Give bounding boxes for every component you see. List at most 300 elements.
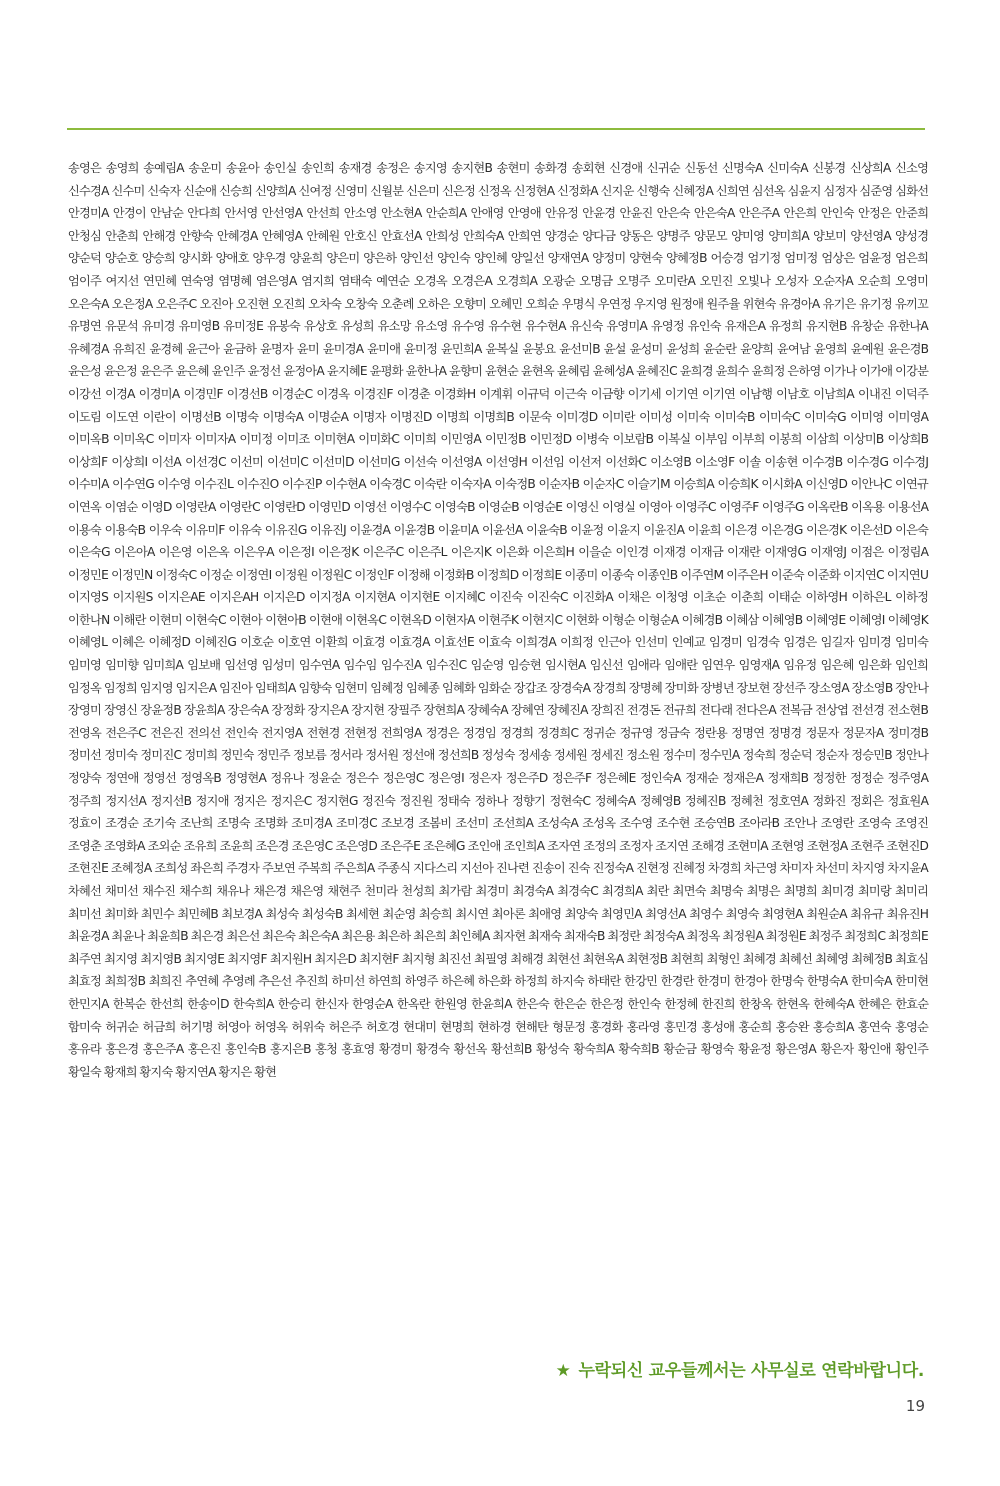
name-entry: 한강민	[624, 974, 658, 989]
name-entry: 양문모	[693, 228, 727, 243]
name-entry: 이하은L	[851, 590, 891, 605]
name-entry: 하은혜	[441, 974, 475, 989]
name-entry: 현하경	[477, 1019, 511, 1034]
name-entry: 추은선	[258, 974, 292, 989]
name-entry: 안인숙	[820, 206, 854, 221]
name-entry: 윤은성	[68, 364, 102, 379]
name-entry: 한인숙	[627, 996, 661, 1011]
name-entry: 한경미	[697, 974, 731, 989]
name-entry: 임시현A	[544, 658, 586, 673]
name-entry: 이정림A	[887, 545, 929, 560]
name-entry: 이영민D	[308, 499, 351, 514]
name-entry: 양선영A	[850, 228, 892, 243]
name-entry: 정문자	[805, 725, 839, 740]
name-entry: 이지연C	[843, 567, 884, 582]
name-entry: 이강선	[68, 386, 102, 401]
name-entry: 황순금	[663, 1042, 697, 1057]
name-entry: 예연순	[376, 273, 410, 288]
name-entry: 정귀순	[582, 725, 616, 740]
name-entry: 정진원	[399, 793, 433, 808]
name-entry: 양경순	[545, 228, 579, 243]
name-entry: 조현진D	[886, 838, 929, 853]
name-entry: 윤현순	[484, 364, 519, 379]
name-entry: 이현숙C	[185, 612, 226, 627]
name-entry: 임미희A	[142, 658, 184, 673]
name-entry: 하지숙	[550, 974, 584, 989]
name-entry: 이을순	[578, 545, 612, 560]
name-entry: 이정원C	[310, 567, 352, 582]
name-entry: 이영숙B	[434, 499, 475, 514]
name-entry: 신혜정A	[672, 183, 714, 198]
name-entry: 이영란D	[263, 499, 305, 514]
name-entry: 장안나	[895, 680, 929, 695]
name-entry: 정인숙A	[640, 771, 681, 786]
name-entry: 전경돈	[626, 703, 660, 718]
name-entry: 전의선	[187, 725, 221, 740]
name-entry: 이유진J	[310, 522, 346, 537]
name-entry: 조안나	[783, 816, 817, 831]
name-entry: 황인주	[895, 1042, 929, 1057]
name-entry: 천성희	[401, 884, 435, 898]
name-entry: 장영미	[68, 703, 102, 718]
name-entry: 임수임	[343, 658, 377, 673]
name-entry: 유수현	[488, 319, 522, 334]
name-entry: 차선미	[815, 861, 849, 876]
name-entry: 은하영	[787, 364, 821, 379]
name-entry: 이금향	[590, 386, 624, 401]
name-entry: 이은주L	[407, 545, 447, 560]
name-entry: 장혜숙A	[467, 703, 508, 718]
name-entry: 이혜영L	[68, 635, 108, 650]
name-entry: 진혜정	[671, 861, 706, 876]
name-entry: 정유나	[270, 771, 304, 786]
name-entry: 최미경	[820, 884, 854, 898]
name-entry: 주종식	[377, 861, 411, 876]
name-entry: 추연혜	[185, 974, 219, 989]
name-entry: 이재경	[652, 545, 686, 560]
name-entry: 안영애	[507, 206, 541, 221]
name-entry: 최정숙A	[643, 929, 684, 944]
name-entry: 최양숙	[564, 906, 598, 921]
name-entry: 최희정B	[104, 974, 146, 989]
name-entry: 안유정	[545, 206, 579, 221]
name-entry: 임경은	[783, 635, 817, 650]
name-entry: 지다스리	[413, 861, 458, 876]
name-entry: 이미옥B	[68, 432, 109, 447]
name-entry: 황경숙	[416, 1042, 450, 1057]
name-entry: 이경미A	[138, 386, 180, 401]
name-entry: 이정연I	[235, 567, 272, 582]
name-entry: 엄이주	[68, 273, 102, 288]
name-entry: 조미경A	[291, 816, 332, 831]
name-entry: 유소망	[377, 319, 411, 334]
name-entry: 최유진H	[886, 906, 929, 921]
name-entry: 조현미A	[727, 838, 768, 853]
name-entry: 황지은	[218, 1064, 252, 1079]
name-entry: 이영주C	[674, 499, 716, 514]
name-entry: 홍성애	[701, 1019, 735, 1034]
name-entry: 윤미	[296, 341, 319, 356]
name-entry: 최민혜B	[177, 906, 219, 921]
name-entry: 양은미	[326, 251, 360, 266]
name-entry: 추영례	[221, 974, 255, 989]
name-entry: 전현정	[343, 725, 377, 740]
name-entry: 진나련	[495, 861, 530, 876]
name-entry: 오광순	[541, 273, 575, 288]
name-entry: 최정주	[808, 929, 842, 944]
name-entry: 이상미B	[842, 432, 884, 447]
name-entry: 정미진C	[140, 748, 182, 763]
name-entry: 최영현A	[762, 906, 803, 921]
name-entry: 최지형	[401, 951, 435, 966]
name-entry: 최경미	[475, 884, 509, 898]
name-entry: 이진화A	[572, 590, 614, 605]
name-entry: 최필영	[474, 951, 508, 966]
name-entry: 전상엽	[815, 703, 849, 718]
name-entry: 이옥용	[851, 499, 885, 514]
name-entry: 안향숙	[179, 228, 213, 243]
name-entry: 이미현A	[313, 432, 355, 447]
name-entry: 이정숙C	[155, 567, 197, 582]
name-entry: 최란	[646, 884, 669, 898]
name-entry: 조명화	[254, 816, 288, 831]
name-entry: 황일숙	[68, 1064, 102, 1079]
name-entry: 이주은H	[726, 567, 768, 582]
name-entry: 양인혜	[473, 251, 508, 266]
name-entry: 이현미	[148, 612, 182, 627]
name-entry: 홍영순	[895, 1019, 929, 1034]
name-entry: 정은영C	[382, 771, 424, 786]
name-entry: 송인실	[263, 161, 297, 175]
name-entry: 최해경	[510, 951, 544, 966]
name-entry: 이보람B	[612, 432, 654, 447]
name-entry: 이연옥	[68, 499, 102, 514]
name-entry: 이가나	[823, 364, 857, 379]
name-entry: 송운미	[188, 161, 222, 175]
name-entry: 윤희정	[751, 364, 785, 379]
name-entry: 최은하	[377, 929, 411, 944]
name-entry: 임애란	[664, 658, 698, 673]
name-entry: 조아라B	[738, 816, 780, 831]
name-entry: 최경숙A	[512, 884, 554, 898]
name-entry: 이선미G	[357, 454, 400, 469]
name-entry: 안다희	[187, 206, 221, 221]
name-entry: 최윤희B	[147, 929, 188, 944]
name-entry: 홍연숙	[857, 1019, 891, 1034]
name-entry: 함미숙	[68, 1019, 102, 1034]
name-entry: 이지혜C	[444, 590, 485, 605]
name-entry: 양성경	[895, 228, 929, 243]
name-entry: 이초순	[692, 590, 726, 605]
name-entry: 송영희	[105, 161, 139, 175]
name-entry: 조정자	[619, 838, 653, 853]
name-entry: 조현영	[770, 838, 804, 853]
name-entry: 황지연A	[175, 1064, 216, 1079]
name-entry: 최애영	[528, 906, 562, 921]
name-entry: 이영선	[353, 499, 387, 514]
name-entry: 정재순	[685, 771, 719, 786]
name-entry: 황선옥	[453, 1042, 487, 1057]
name-entry: 이도연	[105, 409, 139, 424]
name-entry: 이미성	[639, 409, 673, 424]
name-entry: 최정원A	[722, 929, 764, 944]
name-entry: 엄기정	[747, 251, 781, 266]
name-entry: 이채은	[617, 590, 651, 605]
name-entry: 최인혜A	[448, 929, 490, 944]
name-entry: 안해경	[142, 228, 176, 243]
name-entry: 이지정A	[309, 590, 350, 605]
star-icon: ★	[555, 1361, 571, 1381]
name-entry: 안경미A	[68, 206, 109, 221]
name-entry: 형문정	[552, 1019, 586, 1034]
name-entry: 최순영	[382, 906, 416, 921]
name-entry: 주복희	[297, 861, 331, 876]
name-entry: 이기연	[664, 386, 698, 401]
name-entry: 진숙	[567, 861, 590, 876]
name-entry: 조은영D	[335, 838, 378, 853]
name-entry: 정주희	[68, 793, 102, 808]
name-entry: 이혜영B	[761, 612, 803, 627]
name-entry: 신월분	[370, 183, 404, 198]
name-entry: 정경은	[425, 725, 459, 740]
name-entry: 안희연	[507, 228, 541, 243]
name-list	[68, 157, 928, 1083]
name-entry: 전규희	[663, 703, 697, 718]
name-entry: 최형인	[706, 951, 740, 966]
name-entry: 이덕주	[895, 386, 929, 401]
name-entry: 허영옥	[254, 1019, 288, 1034]
name-entry: 정태숙	[437, 793, 471, 808]
name-entry: 이계휘	[479, 386, 513, 401]
name-entry: 정혜숙A	[594, 793, 636, 808]
name-entry: 황재희	[103, 1064, 137, 1079]
name-entry: 신상희A	[849, 161, 891, 175]
name-entry: 이명선B	[180, 409, 221, 424]
name-entry: 이현화	[565, 612, 599, 627]
name-entry: 추진희	[294, 974, 329, 989]
name-entry: 임미향	[105, 658, 139, 673]
name-entry: 한진희	[701, 996, 735, 1011]
name-entry: 장영신	[104, 703, 138, 718]
name-entry: 양혜정B	[666, 251, 707, 266]
name-entry: 양일선	[510, 251, 544, 266]
name-entry: 양동은	[619, 228, 653, 243]
name-entry: 최지현F	[359, 951, 399, 966]
name-entry: 정세원	[554, 748, 588, 763]
name-entry: 오은주C	[155, 296, 197, 311]
name-entry: 이주연M	[680, 567, 724, 582]
name-entry: 장윤희A	[183, 703, 225, 718]
name-entry: 안은숙A	[693, 206, 735, 221]
name-entry: 윤혜진C	[636, 364, 677, 379]
name-entry: 이정민E	[68, 567, 109, 582]
name-entry: 양명주	[656, 228, 690, 243]
name-entry: 최영숙	[725, 906, 759, 921]
name-entry: 송정은	[376, 161, 410, 175]
name-entry: 유미영B	[178, 319, 220, 334]
name-entry: 오창숙	[344, 296, 378, 311]
name-entry: 이미자A	[194, 432, 236, 447]
name-entry: 이수연G	[112, 477, 154, 492]
name-entry: 허기명	[179, 1019, 213, 1034]
name-entry: 정미경B	[887, 725, 929, 740]
name-entry: 양미희A	[768, 228, 809, 243]
name-entry: 유성희	[340, 319, 374, 334]
name-entry: 황은영A	[775, 1042, 817, 1057]
name-entry: 엄윤정	[858, 251, 892, 266]
name-entry: 이용숙	[68, 522, 102, 537]
name-entry: 허은주	[328, 1019, 362, 1034]
name-entry: 최현옥A	[582, 951, 624, 966]
top-divider-line	[67, 128, 925, 130]
name-entry: 윤정아A	[283, 364, 325, 379]
name-entry: 신정옥	[477, 183, 511, 198]
name-entry: 정은영I	[428, 771, 464, 786]
name-entry: 윤민희A	[440, 341, 482, 356]
name-entry: 신순애	[183, 183, 217, 198]
name-entry: 이진숙	[489, 590, 523, 605]
name-entry: 이정인F	[354, 567, 394, 582]
name-entry: 이부희	[731, 432, 765, 447]
name-entry: 이혜진G	[194, 635, 237, 650]
name-entry: 정은수	[345, 771, 379, 786]
name-entry: 윤순란	[703, 341, 737, 356]
name-entry: 염지희	[301, 273, 335, 288]
name-entry: 황윤정	[737, 1042, 772, 1057]
name-entry: 윤은주	[139, 364, 173, 379]
name-entry: 조현주	[850, 838, 884, 853]
name-entry: 임경숙	[746, 635, 780, 650]
name-entry: 이수경J	[892, 454, 929, 469]
name-entry: 현명희	[440, 1019, 474, 1034]
name-entry: 이유진G	[264, 522, 307, 537]
name-entry: 유신숙	[569, 319, 603, 334]
name-entry: 조봄비	[418, 816, 452, 831]
name-entry: 이혜영K	[887, 612, 929, 627]
name-entry: 한원영	[433, 996, 468, 1011]
name-entry: 심윤지	[787, 183, 821, 198]
name-entry: 장혜진A	[547, 703, 588, 718]
name-entry: 정현숙C	[549, 793, 591, 808]
name-entry: 임미숙	[895, 635, 929, 650]
name-entry: 양인숙	[437, 251, 471, 266]
name-entry: 정란용	[693, 725, 728, 740]
name-entry: 하미선	[331, 974, 365, 989]
name-entry: 이미숙	[676, 409, 710, 424]
name-entry: 이한나N	[68, 612, 110, 627]
name-entry: 조윤희	[219, 838, 253, 853]
name-entry: 이영순E	[522, 499, 563, 514]
name-entry: 양승희	[141, 251, 175, 266]
name-entry: 최진선	[437, 951, 472, 966]
name-entry: 이지은D	[262, 590, 305, 605]
name-entry: 정수미	[662, 748, 696, 763]
name-entry: 윤은경B	[887, 341, 929, 356]
name-entry: 이영수C	[389, 499, 431, 514]
name-entry: 진정숙A	[592, 861, 634, 876]
name-entry: 정영옥B	[180, 771, 222, 786]
name-entry: 송회현	[571, 161, 605, 175]
name-entry: 채현주	[327, 884, 361, 898]
name-entry: 이현자A	[434, 612, 475, 627]
name-entry: 임지영	[139, 680, 173, 695]
name-entry: 어승경	[710, 251, 744, 266]
name-entry: 정경희	[500, 725, 534, 740]
name-entry: 이영순B	[478, 499, 519, 514]
name-entry: 조은혜G	[422, 838, 465, 853]
name-entry: 이은경	[724, 522, 758, 537]
name-entry: 염태숙	[338, 273, 372, 288]
name-entry: 인예교	[671, 635, 705, 650]
name-entry: 임혜정	[370, 680, 404, 695]
name-entry: 이영란A	[174, 499, 216, 514]
name-entry: 홍라영	[626, 1019, 660, 1034]
name-entry: 정세송	[517, 748, 551, 763]
name-entry: 임길자	[820, 635, 854, 650]
name-entry: 안혜영A	[261, 228, 303, 243]
name-entry: 임미경	[857, 635, 891, 650]
name-entry: 윤여남	[776, 341, 811, 356]
name-entry: 유한나A	[887, 319, 928, 334]
name-entry: 정주영A	[887, 771, 929, 786]
name-entry: 이기연	[701, 386, 736, 401]
name-entry: 이연규	[894, 477, 929, 492]
name-entry: 정지선B	[150, 793, 192, 808]
name-entry: 이미화C	[358, 432, 400, 447]
name-entry: 유재은A	[724, 319, 766, 334]
name-entry: 장소영A	[808, 680, 849, 695]
name-entry: 정재희B	[767, 771, 809, 786]
name-entry: 조정의	[583, 838, 617, 853]
name-entry: 윤성미	[629, 341, 663, 356]
name-entry: 장소영B	[851, 680, 893, 695]
name-entry: 이숙경C	[369, 477, 411, 492]
name-entry: 윤희경	[679, 364, 713, 379]
name-entry: 장지은A	[307, 703, 349, 718]
name-entry: 윤선미B	[559, 341, 600, 356]
name-entry: 양인선	[400, 251, 434, 266]
name-entry: 채유나	[216, 884, 250, 898]
name-entry: 이미정	[239, 432, 273, 447]
name-entry: 위현숙	[742, 296, 776, 311]
name-entry: 이경화H	[433, 386, 476, 401]
name-entry: 이준화	[806, 567, 840, 582]
name-entry: 유기은	[822, 296, 856, 311]
name-entry: 조자연	[547, 838, 581, 853]
name-entry: 안은주A	[738, 206, 780, 221]
name-entry: 최혜선	[779, 951, 813, 966]
name-entry: 이지현A	[354, 590, 395, 605]
name-entry: 최미랑	[857, 884, 891, 898]
name-entry: 조인애	[467, 838, 501, 853]
name-entry: 이상희I	[111, 454, 148, 469]
name-entry: 최영수	[689, 906, 723, 921]
name-entry: 최자현	[492, 929, 526, 944]
name-entry: 임보배	[187, 658, 221, 673]
name-entry: 최은경	[190, 929, 224, 944]
name-entry: 이윤희	[687, 522, 721, 537]
name-entry: 오진아	[199, 296, 233, 311]
name-entry: 이희경A	[515, 635, 556, 650]
name-entry: 임정희	[103, 680, 137, 695]
name-entry: 정혜천	[729, 793, 764, 808]
name-entry: 오순희	[857, 273, 891, 288]
name-entry: 정지애	[195, 793, 229, 808]
name-entry: 이수경B	[801, 454, 843, 469]
name-entry: 이명순A	[307, 409, 349, 424]
name-entry: 신은정	[441, 183, 476, 198]
name-entry: 이환희	[314, 635, 348, 650]
